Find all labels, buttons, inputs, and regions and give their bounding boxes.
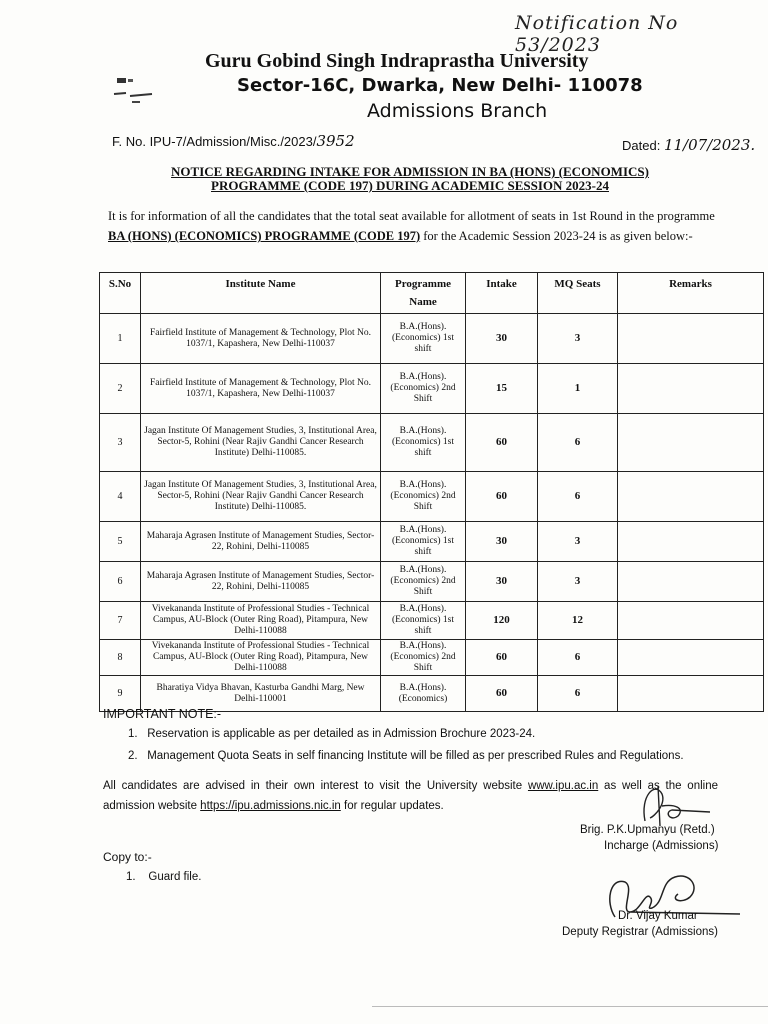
header-mq-seats: MQ Seats: [538, 273, 618, 314]
header-remarks: Remarks: [618, 273, 764, 314]
copy-to-item: [126, 871, 201, 883]
cell-sno: 3: [100, 414, 141, 472]
table-row: [100, 364, 764, 414]
cell-intake: 60: [466, 676, 538, 712]
cell-programme: B.A.(Hons). (Economics) 2nd Shift: [381, 562, 466, 602]
cell-sno: 8: [100, 640, 141, 676]
cell-mq-seats: 6: [538, 676, 618, 712]
table-header-row: [100, 273, 764, 314]
file-number: [112, 132, 355, 150]
note-text: Reservation is applicable as per detailed as in Admission Brochure 2023-24.: [147, 728, 536, 740]
header-intake: Intake: [466, 273, 538, 314]
cell-programme: B.A.(Hons). (Economics) 1st shift: [381, 414, 466, 472]
university-website-link[interactable]: www.ipu.ac.in: [527, 780, 599, 792]
intro-paragraph: [108, 206, 726, 246]
cell-sno: 6: [100, 562, 141, 602]
cell-mq-seats: 12: [538, 602, 618, 640]
cell-remarks: [618, 314, 764, 364]
date-label: Dated:: [622, 138, 661, 153]
cell-institute: Fairfield Institute of Management & Technology, Plot No. 1037/1, Kapashera, New Delhi-110037: [141, 364, 381, 414]
signatory1-name: Brig. P.K.Upmanyu (Retd.): [580, 824, 715, 836]
date-value: 11/07/2023.: [663, 136, 756, 154]
table-row: [100, 602, 764, 640]
cell-programme: B.A.(Hons). (Economics) 2nd Shift: [381, 364, 466, 414]
table-row: [100, 522, 764, 562]
cell-remarks: [618, 364, 764, 414]
cell-institute: Vivekananda Institute of Professional Studies - Technical Campus, AU-Block (Outer Ring Road), Pitampura, New Delhi-110088: [141, 640, 381, 676]
cell-intake: 30: [466, 522, 538, 562]
cell-institute: Bharatiya Vidya Bhavan, Kasturba Gandhi Marg, New Delhi-110001: [141, 676, 381, 712]
cell-remarks: [618, 522, 764, 562]
header-programme-text: Programme Name: [395, 278, 451, 308]
table-row: [100, 640, 764, 676]
cell-mq-seats: 1: [538, 364, 618, 414]
cell-intake: 15: [466, 364, 538, 414]
signatory2-name: Dr. Vijay Kumar: [618, 910, 698, 922]
file-number-handwritten: 3952: [316, 132, 355, 150]
cell-sno: 1: [100, 314, 141, 364]
table-row: [100, 562, 764, 602]
intake-table: [99, 272, 764, 712]
table-row: [100, 414, 764, 472]
cell-sno: 7: [100, 602, 141, 640]
cell-intake: 30: [466, 314, 538, 364]
intro-programme: BA (HONS) (ECONOMICS) PROGRAMME (CODE 197): [108, 229, 421, 243]
cell-programme: B.A.(Hons). (Economics): [381, 676, 466, 712]
cell-institute: Jagan Institute Of Management Studies, 3, Institutional Area, Sector-5, Rohini (Near Rajiv Gandhi Cancer Research Institute) Delhi-110085.: [141, 414, 381, 472]
cell-remarks: [618, 602, 764, 640]
intro-text-2: for the Academic Session 2023-24 is as given below:-: [423, 229, 693, 243]
advice-text-1: All candidates are advised in their own interest to visit the University website: [103, 780, 523, 792]
scan-edge-line: [372, 1006, 768, 1007]
cell-programme: B.A.(Hons). (Economics) 1st shift: [381, 522, 466, 562]
notification-number: Notification No 53/2023: [515, 12, 679, 56]
header-sno: S.No: [100, 273, 141, 314]
cell-remarks: [618, 562, 764, 602]
cell-remarks: [618, 472, 764, 522]
table-row: [100, 314, 764, 364]
cell-mq-seats: 6: [538, 414, 618, 472]
cell-institute: Jagan Institute Of Management Studies, 3, Institutional Area, Sector-5, Rohini (Near Rajiv Gandhi Cancer Research Institute) Delhi-110085.: [141, 472, 381, 522]
cell-institute: Maharaja Agrasen Institute of Management Studies, Sector-22, Rohini, Delhi-110085: [141, 522, 381, 562]
cell-mq-seats: 3: [538, 314, 618, 364]
cell-programme: B.A.(Hons). (Economics) 1st shift: [381, 602, 466, 640]
cell-institute: Maharaja Agrasen Institute of Management Studies, Sector-22, Rohini, Delhi-110085: [141, 562, 381, 602]
cell-mq-seats: 6: [538, 472, 618, 522]
cell-intake: 60: [466, 472, 538, 522]
cell-remarks: [618, 676, 764, 712]
file-number-text: F. No. IPU-7/Admission/Misc./2023/: [112, 134, 317, 149]
copy-to-text: Guard file.: [148, 871, 202, 883]
cell-sno: 4: [100, 472, 141, 522]
note-text: Management Quota Seats in self financing Institute will be filled as per prescribed Rules and Regulations.: [147, 750, 684, 762]
cell-mq-seats: 6: [538, 640, 618, 676]
cell-remarks: [618, 414, 764, 472]
cell-remarks: [618, 640, 764, 676]
note-number: 2.: [128, 750, 138, 762]
intro-text-1: It is for information of all the candidates that the total seat available for allotment of seats in 1st Round in the programme: [108, 209, 715, 223]
date: [622, 136, 755, 154]
cell-intake: 30: [466, 562, 538, 602]
cell-mq-seats: 3: [538, 522, 618, 562]
header-institute: Institute Name: [141, 273, 381, 314]
note-number: 1.: [128, 728, 138, 740]
branch-name: Admissions Branch: [367, 100, 548, 122]
university-name: Guru Gobind Singh Indraprastha University: [205, 50, 589, 72]
advice-text-2: as well as the online admission website: [103, 780, 718, 812]
notice-heading-line1: NOTICE REGARDING INTAKE FOR ADMISSION IN BA (HONS) (ECONOMICS): [171, 164, 649, 179]
table-row: [100, 472, 764, 522]
cell-intake: 120: [466, 602, 538, 640]
note-item: [128, 750, 684, 762]
copy-to-number: 1.: [126, 871, 136, 883]
cell-sno: 9: [100, 676, 141, 712]
copy-to-title: Copy to:-: [103, 850, 152, 864]
cell-programme: B.A.(Hons). (Economics) 1st shift: [381, 314, 466, 364]
cell-intake: 60: [466, 640, 538, 676]
cell-institute: Vivekananda Institute of Professional Studies - Technical Campus, AU-Block (Outer Ring Road), Pitampura, New Delhi-110088: [141, 602, 381, 640]
signatory2-role: Deputy Registrar (Admissions): [562, 926, 718, 938]
signatory1-role: Incharge (Admissions): [604, 840, 719, 852]
cell-institute: Fairfield Institute of Management & Technology, Plot No. 1037/1, Kapashera, New Delhi-110037: [141, 314, 381, 364]
notice-heading-line2: PROGRAMME (CODE 197) DURING ACADEMIC SESSION 2023-24: [211, 178, 609, 193]
cell-intake: 60: [466, 414, 538, 472]
cell-programme: B.A.(Hons). (Economics) 2nd Shift: [381, 640, 466, 676]
cell-sno: 2: [100, 364, 141, 414]
header-programme: [381, 273, 466, 314]
note-item: [128, 728, 535, 740]
university-address: Sector-16C, Dwarka, New Delhi- 110078: [237, 75, 643, 96]
advice-text-3: for regular updates.: [344, 800, 444, 812]
university-logo: [112, 74, 162, 108]
cell-programme: B.A.(Hons). (Economics) 2nd Shift: [381, 472, 466, 522]
cell-sno: 5: [100, 522, 141, 562]
cell-mq-seats: 3: [538, 562, 618, 602]
important-note-title: IMPORTANT NOTE:-: [103, 707, 222, 721]
admission-website-link[interactable]: https://ipu.admissions.nic.in: [200, 800, 341, 812]
